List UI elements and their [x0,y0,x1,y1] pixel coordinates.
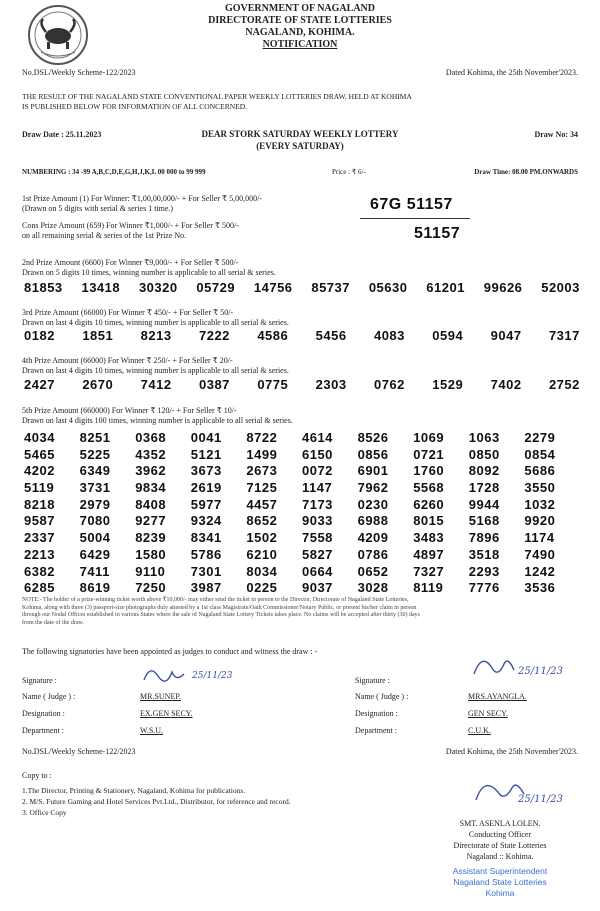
reference-number: No.DSL/Weekly Scheme-122/2023 [22,68,136,77]
left-name-label: Name ( Judge ) : [22,692,76,701]
third-prize-number: 9047 [490,328,522,343]
fifth-prize-number: 0856 [357,446,389,462]
fourth-prize-number: 2670 [82,377,114,392]
first-prize-line-1: 1st Prize Amount (1) For Winner: ₹1,00,00,000/- + For Seller ₹ 5,00,000/- [22,194,262,203]
fifth-prize-number: 5568 [413,480,445,496]
fifth-prize-number: 3962 [135,463,167,479]
fifth-prize-number: 9110 [135,563,166,579]
fifth-prize-number: 2213 [24,546,55,562]
fifth-prize-number: 3518 [468,546,500,562]
left-judge-designation: EX.GEN SECY. [140,709,193,718]
fifth-prize-number: 2337 [24,530,55,546]
header-line-1: GOVERNMENT OF NAGALAND [224,3,375,14]
judges-intro: The following signatories have been appointed as judges to conduct and witness the draw : - [22,647,318,656]
fifth-prize-number: 4034 [24,430,55,445]
fourth-prize-number: 1529 [432,377,464,392]
third-prize-line-2: Drawn on last 4 digits 10 times, winning number is applicable to all serial & series. [22,318,289,327]
fifth-prize-number: 7490 [524,546,556,562]
header-line-3: NAGALAND, KOHIMA. [245,27,355,38]
officer-title: Conducting Officer [468,830,532,839]
fifth-prize-number: 7327 [413,563,445,579]
right-designation-label: Designation : [355,709,398,718]
fifth-prize-number: 1032 [524,496,556,512]
right-judge-designation: GEN SECY. [468,709,508,718]
note-line-2: Kohima, along with three (3) passport-size photographs duly attested by a 1st class Magistrate/Oath Commissioner/Notary Public, or present his/her claim in person [22,604,417,611]
fifth-prize-number: 2279 [524,430,556,445]
fifth-prize-number: 6349 [79,463,111,479]
header-line-4: NOTIFICATION [262,39,338,50]
fifth-prize-number: 8218 [24,496,55,512]
fourth-prize-number: 0762 [373,377,405,392]
fifth-prize-number: 5004 [79,530,111,546]
fifth-prize-number: 0664 [301,563,333,579]
stamp-line-2: Nagaland State Lotteries [453,877,547,887]
fifth-prize-number: 5977 [190,496,222,512]
fifth-prize-number: 5686 [524,463,556,479]
fifth-prize-number: 6901 [357,463,389,479]
second-prize-number: 81853 [24,280,63,295]
left-designation-label: Designation : [22,709,65,718]
second-prize-numbers [24,280,580,295]
fifth-prize-number: 3536 [524,580,556,596]
draw-date: Draw Date : 25.11.2023 [22,130,102,139]
second-prize-number: 14756 [253,280,293,295]
second-prize-number: 05729 [196,280,236,295]
fifth-prize-number: 1063 [468,430,500,445]
fifth-prize-number: 7776 [468,580,500,596]
fifth-prize-number: 5827 [301,546,333,562]
fifth-prize-number: 9277 [135,513,167,529]
left-signature-label: Signature : [22,676,57,685]
fifth-prize-number: 6210 [246,546,278,562]
fifth-prize-number: 9834 [135,480,167,496]
fifth-prize-number: 4457 [246,496,278,512]
right-judge-name: MRS.AYANGLA. [468,692,527,701]
fifth-prize-number: 3483 [413,530,445,546]
fifth-prize-number: 9587 [24,513,55,529]
fifth-prize-number: 2619 [190,480,222,496]
intro-line-2: IS PUBLISHED BELOW FOR INFORMATION OF ALL CONCERNED. [22,102,248,111]
fifth-prize-number: 8619 [79,580,111,596]
fifth-prize-number: 9920 [524,513,556,529]
first-prize-number: 67G 51157 [370,196,453,213]
note-line-4: from the date of the draw. [22,619,84,626]
fourth-prize-line-2: Drawn on last 4 digits 10 times, winning number is applicable to all serial & series. [22,366,289,375]
fifth-prize-number: 3987 [190,580,222,596]
left-judge-signature [140,660,260,688]
fifth-prize-number: 3731 [79,480,111,496]
fifth-prize-number: 4614 [301,430,333,445]
right-judge-department: C.U.K. [468,726,491,735]
fifth-prize-number: 0850 [468,446,500,462]
fifth-prize-number: 8408 [135,496,167,512]
third-prize-number: 0182 [24,328,55,343]
fifth-prize-number: 8015 [413,513,445,529]
fifth-prize-number: 0072 [301,463,333,479]
fifth-prize-number: 1728 [468,480,500,496]
fourth-prize-number: 2303 [315,377,347,392]
fifth-prize-number: 6285 [24,580,55,596]
fifth-prize-number: 6988 [357,513,389,529]
fifth-prize-number: 5786 [190,546,222,562]
fourth-prize-number: 7402 [490,377,522,392]
fifth-prize-number: 4897 [413,546,445,562]
fifth-prize-number: 3550 [524,480,556,496]
fifth-prize-number: 9037 [301,580,333,596]
second-prize-number: 99626 [483,280,523,295]
right-judge-signature [468,650,588,686]
note-line-1: NOTE:- The holder of a prize-winning ticket worth above ₹10,000/- may either send the ticket in person to the Director, Directorate of Nagaland State Lotteries, [22,597,409,603]
fourth-prize-number: 2752 [548,377,580,392]
fifth-prize-number: 1502 [246,530,278,546]
fifth-prize-number: 2293 [468,563,500,579]
fifth-prize-number: 8722 [246,430,278,445]
fifth-prize-number: 2673 [246,463,278,479]
fourth-prize-numbers [24,377,580,392]
dated-text: Dated Kohima, the 25th November'2023. [445,68,578,77]
cons-prize-line-2: on all remaining serial & series of the 1st Prize No. [22,231,187,240]
fifth-prize-number: 7173 [301,496,333,512]
fifth-prize-number: 8251 [79,430,111,445]
fifth-prize-line-2: Drawn on last 4 digits 100 times, winning number is applicable to all serial & series. [22,416,293,425]
fifth-prize-number: 5225 [79,446,111,462]
fifth-prize-number: 0225 [246,580,278,596]
fifth-prize-number: 6260 [413,496,445,512]
third-prize-number: 7222 [198,328,230,343]
first-prize-line-2: (Drawn on 5 digits with serial & series 1 time.) [22,204,174,213]
right-signature-label: Signature : [355,676,390,685]
fifth-prize-number: 7080 [79,513,111,529]
ticket-price: Price : ₹ 6/- [332,168,366,176]
fifth-prize-number: 0230 [357,496,389,512]
fifth-prize-number: 8092 [468,463,500,479]
officer-name: SMT. ASENLA LOLEN. [459,819,541,828]
third-prize-number: 4586 [257,328,289,343]
fifth-prize-number: 7962 [357,480,389,496]
left-judge-department: W.S.U. [140,726,164,735]
fifth-prize-number: 0854 [524,446,556,462]
fifth-prize-number: 1760 [413,463,445,479]
right-name-label: Name ( Judge ) : [355,692,409,701]
fifth-prize-number: 7250 [135,580,167,596]
second-prize-number: 13418 [81,280,121,295]
fourth-prize-number: 0775 [257,377,289,392]
fifth-prize-number: 1147 [301,480,333,496]
left-department-label: Department : [22,726,64,735]
fifth-prize-number: 6150 [301,446,333,462]
fifth-prize-number: 6382 [24,563,55,579]
right-judge-signature-date: 25/11/23 [518,666,563,677]
third-prize-number: 0594 [432,328,464,343]
fifth-prize-number: 2979 [79,496,111,512]
copy-item-1: 1.The Director, Printing & Stationery, Nagaland, Kohima for publications. [22,786,246,795]
lottery-title: DEAR STORK SATURDAY WEEKLY LOTTERY [201,129,399,139]
third-prize-number: 1851 [82,328,114,343]
fifth-prize-number: 0786 [357,546,389,562]
fifth-prize-number: 7411 [79,563,110,579]
fifth-prize-number: 5465 [24,446,55,462]
copy-item-2: 2. M/S. Future Gaming and Hotel Services Pvt.Ltd., Distributor, for reference and record. [22,797,291,806]
fifth-prize-number: 3673 [190,463,222,479]
cons-prize-number: 51157 [414,225,461,242]
fifth-prize-number: 0041 [190,430,222,445]
fifth-prize-number: 1242 [524,563,556,579]
fifth-prize-number: 9324 [190,513,222,529]
fifth-prize-number: 4209 [357,530,389,546]
fifth-prize-number: 5121 [190,446,222,462]
fourth-prize-number: 7412 [140,377,172,392]
copy-to-label: Copy to : [22,771,52,780]
fifth-prize-number: 7896 [468,530,500,546]
officer-signature [468,772,578,810]
left-judge-signature-date: 25/11/23 [192,671,233,681]
third-prize-line-1: 3rd Prize Amount (66000) For Winner ₹ 450/- + For Seller ₹ 50/- [22,308,234,317]
fifth-prize-number: 9944 [468,496,500,512]
fifth-prize-number: 0368 [135,430,167,445]
fifth-prize-numbers [24,430,580,597]
fifth-prize-number: 1069 [413,430,445,445]
fifth-prize-number: 4202 [24,463,55,479]
third-prize-number: 4083 [373,328,405,343]
draw-number: Draw No: 34 [534,130,578,139]
fifth-prize-number: 8239 [135,530,167,546]
third-prize-numbers [24,328,580,343]
fifth-prize-number: 9033 [301,513,333,529]
second-prize-number: 61201 [426,280,465,295]
fifth-prize-number: 8034 [246,563,278,579]
fifth-prize-number: 0652 [357,563,389,579]
fifth-prize-number: 1499 [246,446,278,462]
fifth-prize-number: 1580 [135,546,167,562]
note-line-3: through our Nodal Offices established in various States where the sale of Nagaland State Lottery Tickets takes place. No claims will be accepted after thirty (30) days [22,612,420,618]
copy-item-3: 3. Office Copy [22,808,67,817]
fifth-prize-number: 1174 [524,530,555,546]
fifth-prize-number: 4352 [135,446,167,462]
right-department-label: Department : [355,726,397,735]
footer-reference-number: No.DSL/Weekly Scheme-122/2023 [22,747,136,756]
numbering-info: NUMBERING : 34 -99 A,B,C,D,E,G,H,J,K,L 00 000 to 99 999 [22,168,206,176]
fifth-prize-line-1: 5th Prize Amount (660000) For Winner ₹ 120/- + For Seller ₹ 10/- [22,406,237,415]
left-judge-name: MR.SUNEP. [140,692,181,701]
lottery-subtitle: (EVERY SATURDAY) [256,141,344,151]
second-prize-number: 85737 [311,280,350,295]
second-prize-number: 05630 [368,280,408,295]
draw-time: Draw Time: 08.00 PM.ONWARDS [474,168,578,176]
fifth-prize-number: 8526 [357,430,389,445]
fifth-prize-number: 8341 [190,530,222,546]
footer-dated: Dated Kohima, the 25th November'2023. [445,747,578,756]
intro-line-1: THE RESULT OF THE NAGALAND STATE CONVENTIONAL PAPER WEEKLY LOTTERIES DRAW, HELD AT KOHIMA [22,92,412,101]
officer-place: Nagaland :: Kohima. [466,852,534,861]
second-prize-line-1: 2nd Prize Amount (6600) For Winner ₹9,000/- + For Seller ₹ 500/- [22,258,239,267]
officer-signature-date: 25/11/23 [518,794,563,805]
fifth-prize-number: 7125 [246,480,278,496]
fifth-prize-number: 3028 [357,580,389,596]
header-line-2: DIRECTORATE OF STATE LOTTERIES [208,15,392,26]
second-prize-line-2: Drawn on 5 digits 10 times, winning number is applicable to all serial & series. [22,268,276,277]
fifth-prize-number: 7558 [301,530,333,546]
second-prize-number: 30320 [138,280,178,295]
fifth-prize-number: 5119 [24,480,55,496]
fifth-prize-number: 6429 [79,546,111,562]
first-prize-underline [360,218,470,219]
fifth-prize-number: 7301 [190,563,222,579]
stamp-line-1: Assistant Superintendent [452,866,548,876]
third-prize-number: 5456 [315,328,347,343]
officer-org: Directorate of State Lotteries [453,841,547,850]
stamp-line-3: Kohima [485,888,515,898]
fifth-prize-number: 0721 [413,446,445,462]
cons-prize-line-1: Cons Prize Amount (659) For Winner ₹1,000/- + For Seller ₹ 500/- [22,221,239,230]
fifth-prize-number: 8119 [413,580,444,596]
fifth-prize-number: 8652 [246,513,278,529]
fourth-prize-line-1: 4th Prize Amount (66000) For Winner ₹ 250/- + For Seller ₹ 20/- [22,356,233,365]
fourth-prize-number: 0387 [198,377,230,392]
third-prize-number: 7317 [548,328,580,343]
third-prize-number: 8213 [140,328,172,343]
fourth-prize-number: 2427 [24,377,55,392]
fifth-prize-number: 5168 [468,513,500,529]
second-prize-number: 52003 [541,280,580,295]
